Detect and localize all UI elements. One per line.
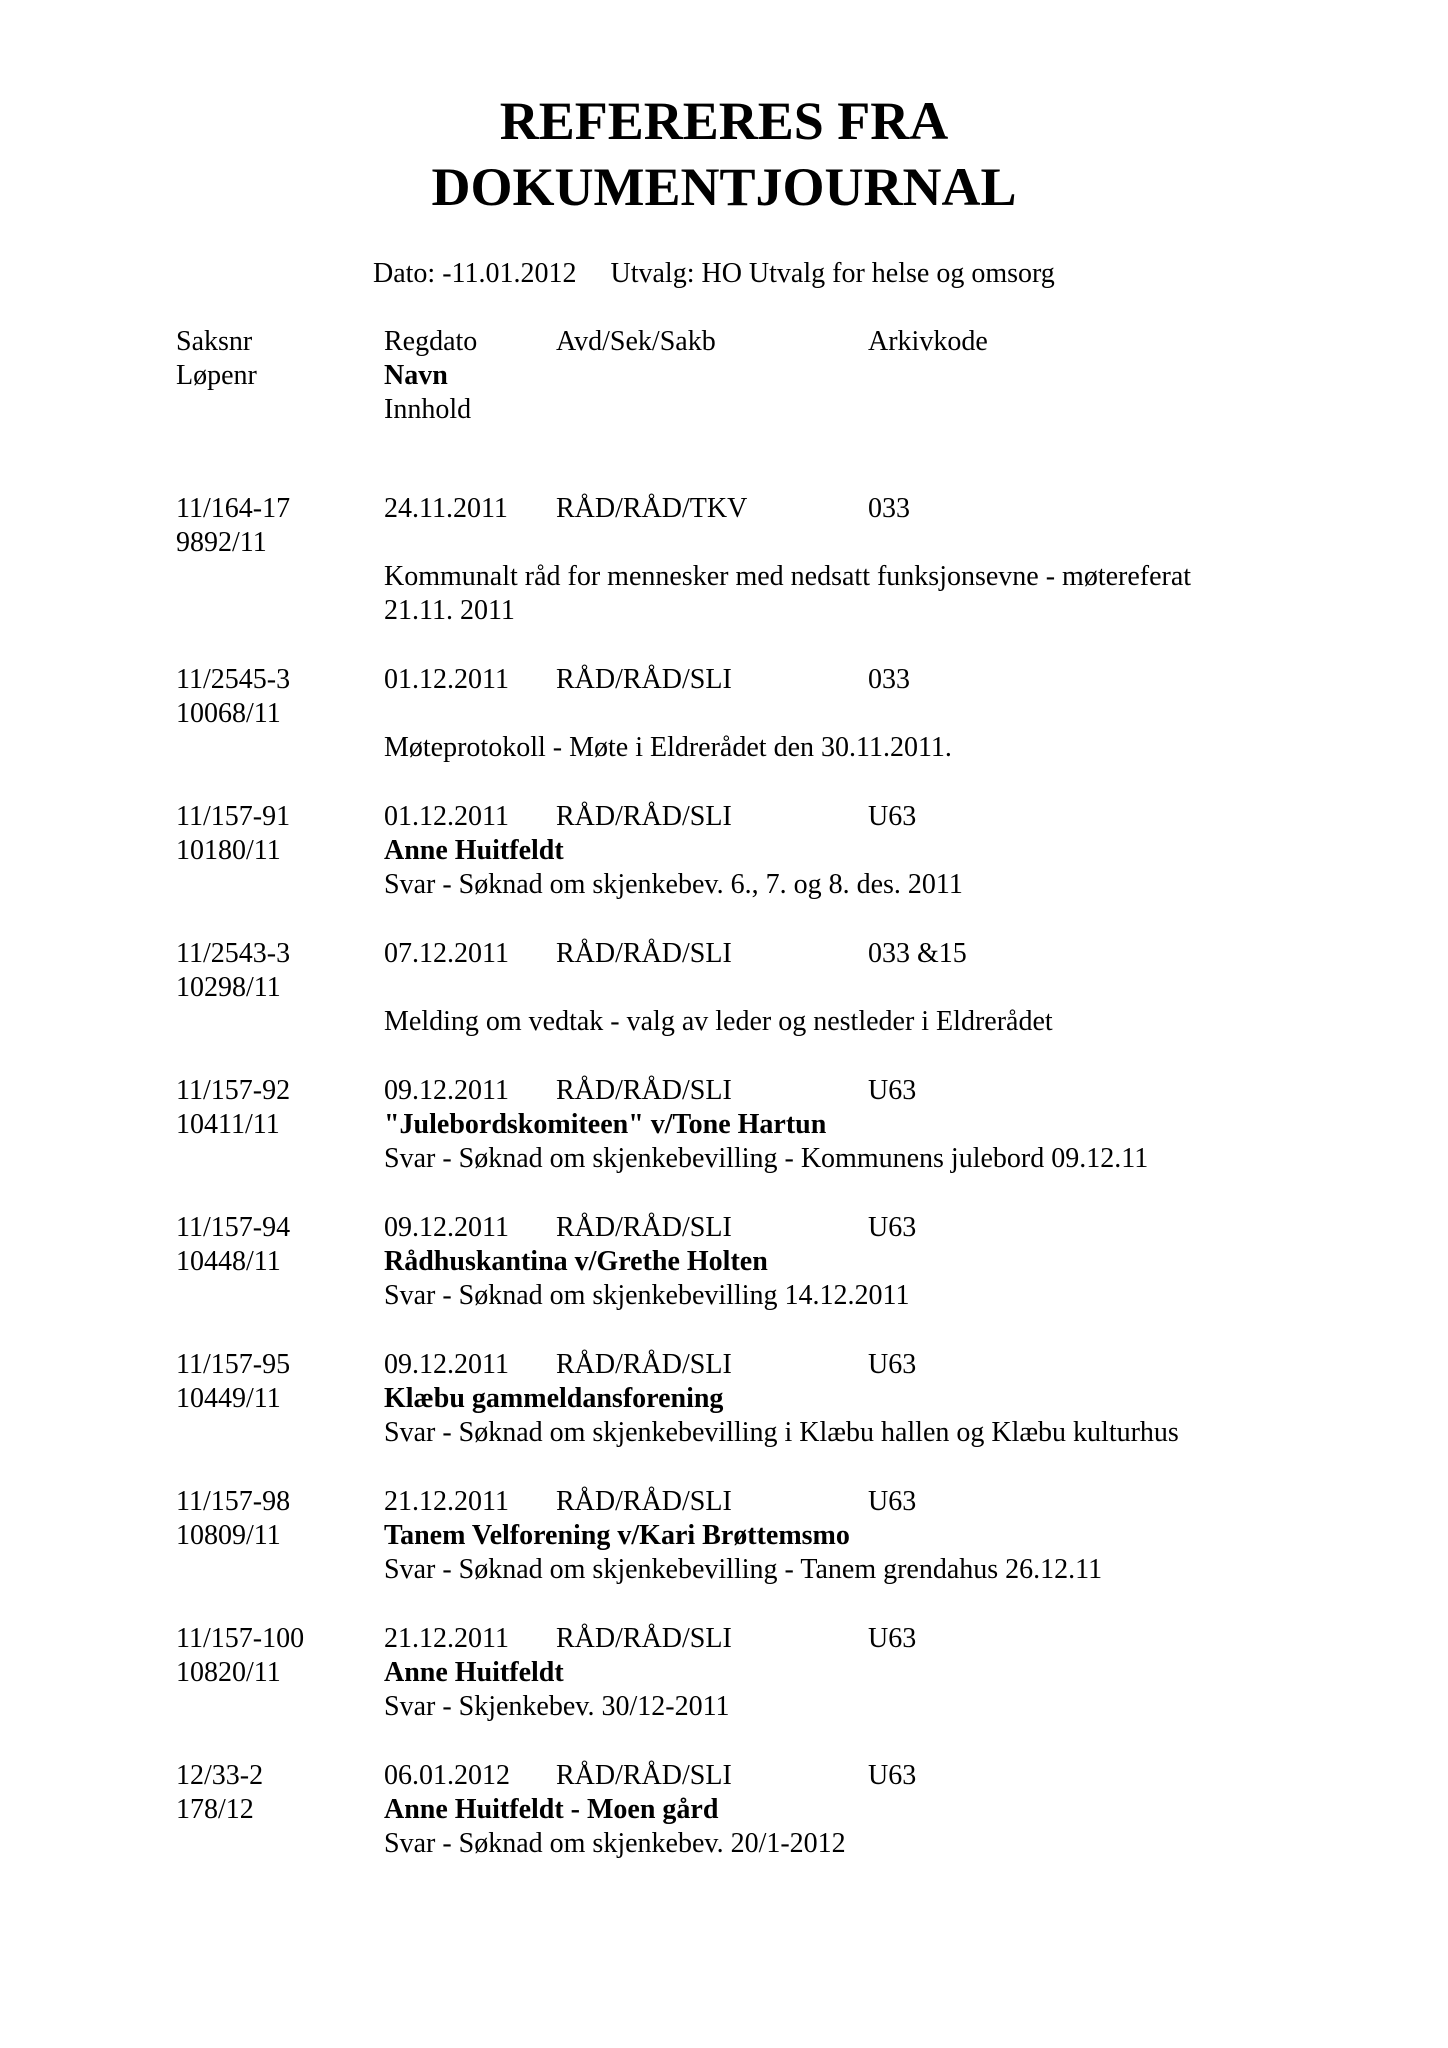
entry-avd: RÅD/RÅD/SLI (556, 1760, 732, 1791)
entry-regdato: 21.12.2011 (384, 1623, 509, 1654)
header-regdato: Regdato (384, 326, 478, 357)
entry-avd: RÅD/RÅD/SLI (556, 938, 732, 969)
header-saksnr: Saksnr (176, 326, 253, 357)
entry-innhold: Kommunalt råd for mennesker med nedsatt funksjonsevne - møtereferat (384, 561, 1192, 592)
entry-arkivkode: U63 (868, 1486, 917, 1517)
entry-arkivkode: U63 (868, 1349, 917, 1380)
entry-lopenr: 10449/11 (176, 1383, 281, 1414)
entry-lopenr: 10298/11 (176, 972, 281, 1003)
entry-regdato: 07.12.2011 (384, 938, 509, 969)
entry-regdato: 06.01.2012 (384, 1760, 510, 1791)
entry-navn: "Julebordskomiteen" v/Tone Hartun (384, 1109, 827, 1140)
entry-arkivkode: U63 (868, 1623, 917, 1654)
title-line-2: DOKUMENTJOURNAL (431, 157, 1017, 217)
header-arkivkode: Arkivkode (868, 326, 988, 357)
entry-regdato: 21.12.2011 (384, 1486, 509, 1517)
entry-navn: Anne Huitfeldt (384, 835, 564, 866)
header-lopenr: Løpenr (176, 360, 257, 391)
entry-saksnr: 12/33-2 (176, 1760, 264, 1791)
entry-regdato: 01.12.2011 (384, 664, 509, 695)
entry-arkivkode: U63 (868, 1760, 917, 1791)
entry-lopenr: 10448/11 (176, 1246, 281, 1277)
entry-lopenr: 10180/11 (176, 835, 281, 866)
entry-regdato: 09.12.2011 (384, 1075, 509, 1106)
entry-avd: RÅD/RÅD/TKV (556, 493, 748, 524)
entry-innhold: Møteprotokoll - Møte i Eldrerådet den 30.11.2011. (384, 732, 952, 763)
entry-saksnr: 11/157-91 (176, 801, 291, 832)
entry-avd: RÅD/RÅD/SLI (556, 1486, 732, 1517)
header-navn: Navn (384, 360, 448, 391)
entry-avd: RÅD/RÅD/SLI (556, 1623, 732, 1654)
entry-saksnr: 11/157-100 (176, 1623, 305, 1654)
entry-saksnr: 11/2543-3 (176, 938, 291, 969)
title-line-1: REFERERES FRA (499, 91, 949, 151)
entry-saksnr: 11/157-94 (176, 1212, 291, 1243)
entry-innhold: Svar - Søknad om skjenkebevilling - Tanem grendahus 26.12.11 (384, 1554, 1103, 1585)
meta-line (373, 256, 1055, 292)
entry-arkivkode: U63 (868, 1212, 917, 1243)
document-title (0, 88, 1448, 220)
entry-innhold: Svar - Søknad om skjenkebevilling - Kommunens julebord 09.12.11 (384, 1143, 1149, 1174)
entry-innhold: Svar - Søknad om skjenkebev. 6., 7. og 8. des. 2011 (384, 869, 963, 900)
header-innhold: Innhold (384, 394, 472, 425)
entry-innhold: Svar - Søknad om skjenkebevilling i Klæbu hallen og Klæbu kulturhus (384, 1417, 1179, 1448)
entry-navn: Rådhuskantina v/Grethe Holten (384, 1246, 768, 1277)
entry-regdato: 09.12.2011 (384, 1349, 509, 1380)
entry-lopenr: 10809/11 (176, 1520, 281, 1551)
entry-innhold: Svar - Skjenkebev. 30/12-2011 (384, 1691, 730, 1722)
entry-regdato: 24.11.2011 (384, 493, 508, 524)
entry-innhold-cont: 21.11. 2011 (384, 595, 515, 626)
entry-lopenr: 10820/11 (176, 1657, 281, 1688)
meta-dato: Dato: -11.01.2012 (373, 258, 577, 289)
entry-avd: RÅD/RÅD/SLI (556, 1349, 732, 1380)
entry-avd: RÅD/RÅD/SLI (556, 664, 732, 695)
meta-utvalg: Utvalg: HO Utvalg for helse og omsorg (610, 258, 1055, 289)
entry-innhold: Svar - Søknad om skjenkebev. 20/1-2012 (384, 1828, 846, 1859)
entry-arkivkode: 033 (868, 493, 910, 524)
entry-innhold: Svar - Søknad om skjenkebevilling 14.12.2011 (384, 1280, 910, 1311)
entry-saksnr: 11/164-17 (176, 493, 291, 524)
entry-arkivkode: 033 (868, 664, 910, 695)
entry-avd: RÅD/RÅD/SLI (556, 1212, 732, 1243)
entry-arkivkode: U63 (868, 801, 917, 832)
header-avd: Avd/Sek/Sakb (556, 326, 716, 357)
entry-saksnr: 11/157-92 (176, 1075, 291, 1106)
entry-lopenr: 10411/11 (176, 1109, 280, 1140)
entry-avd: RÅD/RÅD/SLI (556, 1075, 732, 1106)
entry-navn: Tanem Velforening v/Kari Brøttemsmo (384, 1520, 850, 1551)
entry-innhold: Melding om vedtak - valg av leder og nestleder i Eldrerådet (384, 1006, 1053, 1037)
entry-saksnr: 11/2545-3 (176, 664, 291, 695)
entry-lopenr: 10068/11 (176, 698, 281, 729)
entry-regdato: 01.12.2011 (384, 801, 509, 832)
entry-arkivkode: U63 (868, 1075, 917, 1106)
entry-navn: Anne Huitfeldt - Moen gård (384, 1794, 719, 1825)
entry-navn: Klæbu gammeldansforening (384, 1383, 724, 1414)
entry-lopenr: 9892/11 (176, 527, 267, 558)
entry-arkivkode: 033 &15 (868, 938, 967, 969)
entry-regdato: 09.12.2011 (384, 1212, 509, 1243)
entry-avd: RÅD/RÅD/SLI (556, 801, 732, 832)
entry-saksnr: 11/157-95 (176, 1349, 291, 1380)
entry-lopenr: 178/12 (176, 1794, 254, 1825)
entry-navn: Anne Huitfeldt (384, 1657, 564, 1688)
entry-saksnr: 11/157-98 (176, 1486, 291, 1517)
